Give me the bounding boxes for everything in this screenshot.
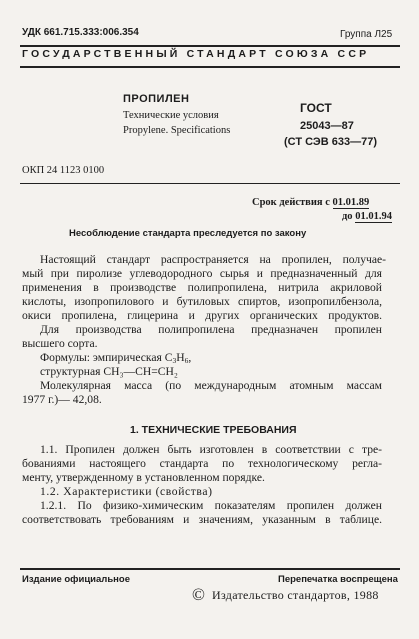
section-heading: 1. ТЕХНИЧЕСКИЕ ТРЕБОВАНИЯ (130, 424, 297, 436)
st-sev-reference: (СТ СЭВ 633—77) (284, 136, 377, 148)
gost-label: ГОСТ (300, 101, 332, 115)
clause-1-1-line: 1.1. Пропилен должен быть изготовлен в соответствии с тре- (40, 443, 382, 456)
molar-mass-line: Молекулярная масса (по международным атомным массам (40, 379, 382, 392)
validity-to (342, 211, 392, 222)
intro-line: Для производства полипропилена предназначен пропилен (40, 323, 382, 336)
intro-line: Настоящий стандарт распространяется на пропилен, получае- (40, 253, 386, 266)
formula-empirical: Формулы: эмпирическая $C_3H_6$, (40, 351, 192, 365)
intro-line: высшего сорта. (22, 337, 98, 350)
formula-structural: структурная CH₃—CH=CH₂ (40, 365, 178, 378)
intro-line: применения в производстве полипропилена, нитрила акриловой (22, 281, 382, 294)
okp-code: ОКП 24 1123 0100 (22, 165, 105, 176)
product-title-english: Propylene. Specifications (123, 125, 231, 136)
validity-from-date: 01.01.89 (332, 197, 370, 208)
clause-1-1-line: менту, утвержденному в установленном порядке. (22, 471, 265, 484)
product-title: ПРОПИЛЕН (123, 93, 190, 105)
clause-1-1-line: бованиями настоящего стандарта по технологическому регла- (22, 457, 382, 470)
intro-line: окиси пропилена, глицерина и других органических продуктов. (22, 309, 382, 322)
reprint-prohibited: Перепечатка воспрещена (278, 574, 398, 585)
validity-to-label: до (342, 211, 353, 222)
legal-note: Несоблюдение стандарта преследуется по закону (69, 228, 307, 239)
molar-mass-line: 1977 г.)— 42,08. (22, 393, 102, 406)
clause-1-2: 1.2. Характеристики (свойства) (40, 485, 213, 498)
validity-period (252, 197, 369, 208)
copyright-icon: © (192, 585, 205, 604)
header-bottom-rule (20, 66, 400, 68)
gost-number: 25043—87 (300, 120, 354, 132)
clause-1-2-1-line: 1.2.1. По физико-химическим показателям пропилен должен (40, 499, 382, 512)
validity-to-date: 01.01.94 (355, 211, 392, 222)
validity-from-label: Срок действия с (252, 197, 330, 208)
official-edition: Издание официальное (22, 574, 130, 585)
product-subtitle: Технические условия (123, 110, 219, 121)
intro-line: кислоты, изопропилового и бутиловых спиртов, изопропилбензола, (22, 295, 382, 308)
okp-rule (20, 183, 400, 184)
state-standard-banner: ГОСУДАРСТВЕННЫЙ СТАНДАРТ СОЮЗА ССР (22, 48, 370, 60)
header-top-rule (20, 45, 400, 47)
group-code: Группа Л25 (340, 29, 393, 40)
udc-code: УДК 661.715.333:006.354 (22, 27, 139, 38)
clause-1-2-1-line: соответствовать требованиям и значениям, указанным в таблице. (22, 513, 382, 526)
footer-rule (20, 568, 400, 570)
publisher-line: Издательство стандартов, 1988 (212, 588, 379, 602)
intro-line: мый при пиролизе углеводородного сырья и предназначенный для (22, 267, 382, 280)
